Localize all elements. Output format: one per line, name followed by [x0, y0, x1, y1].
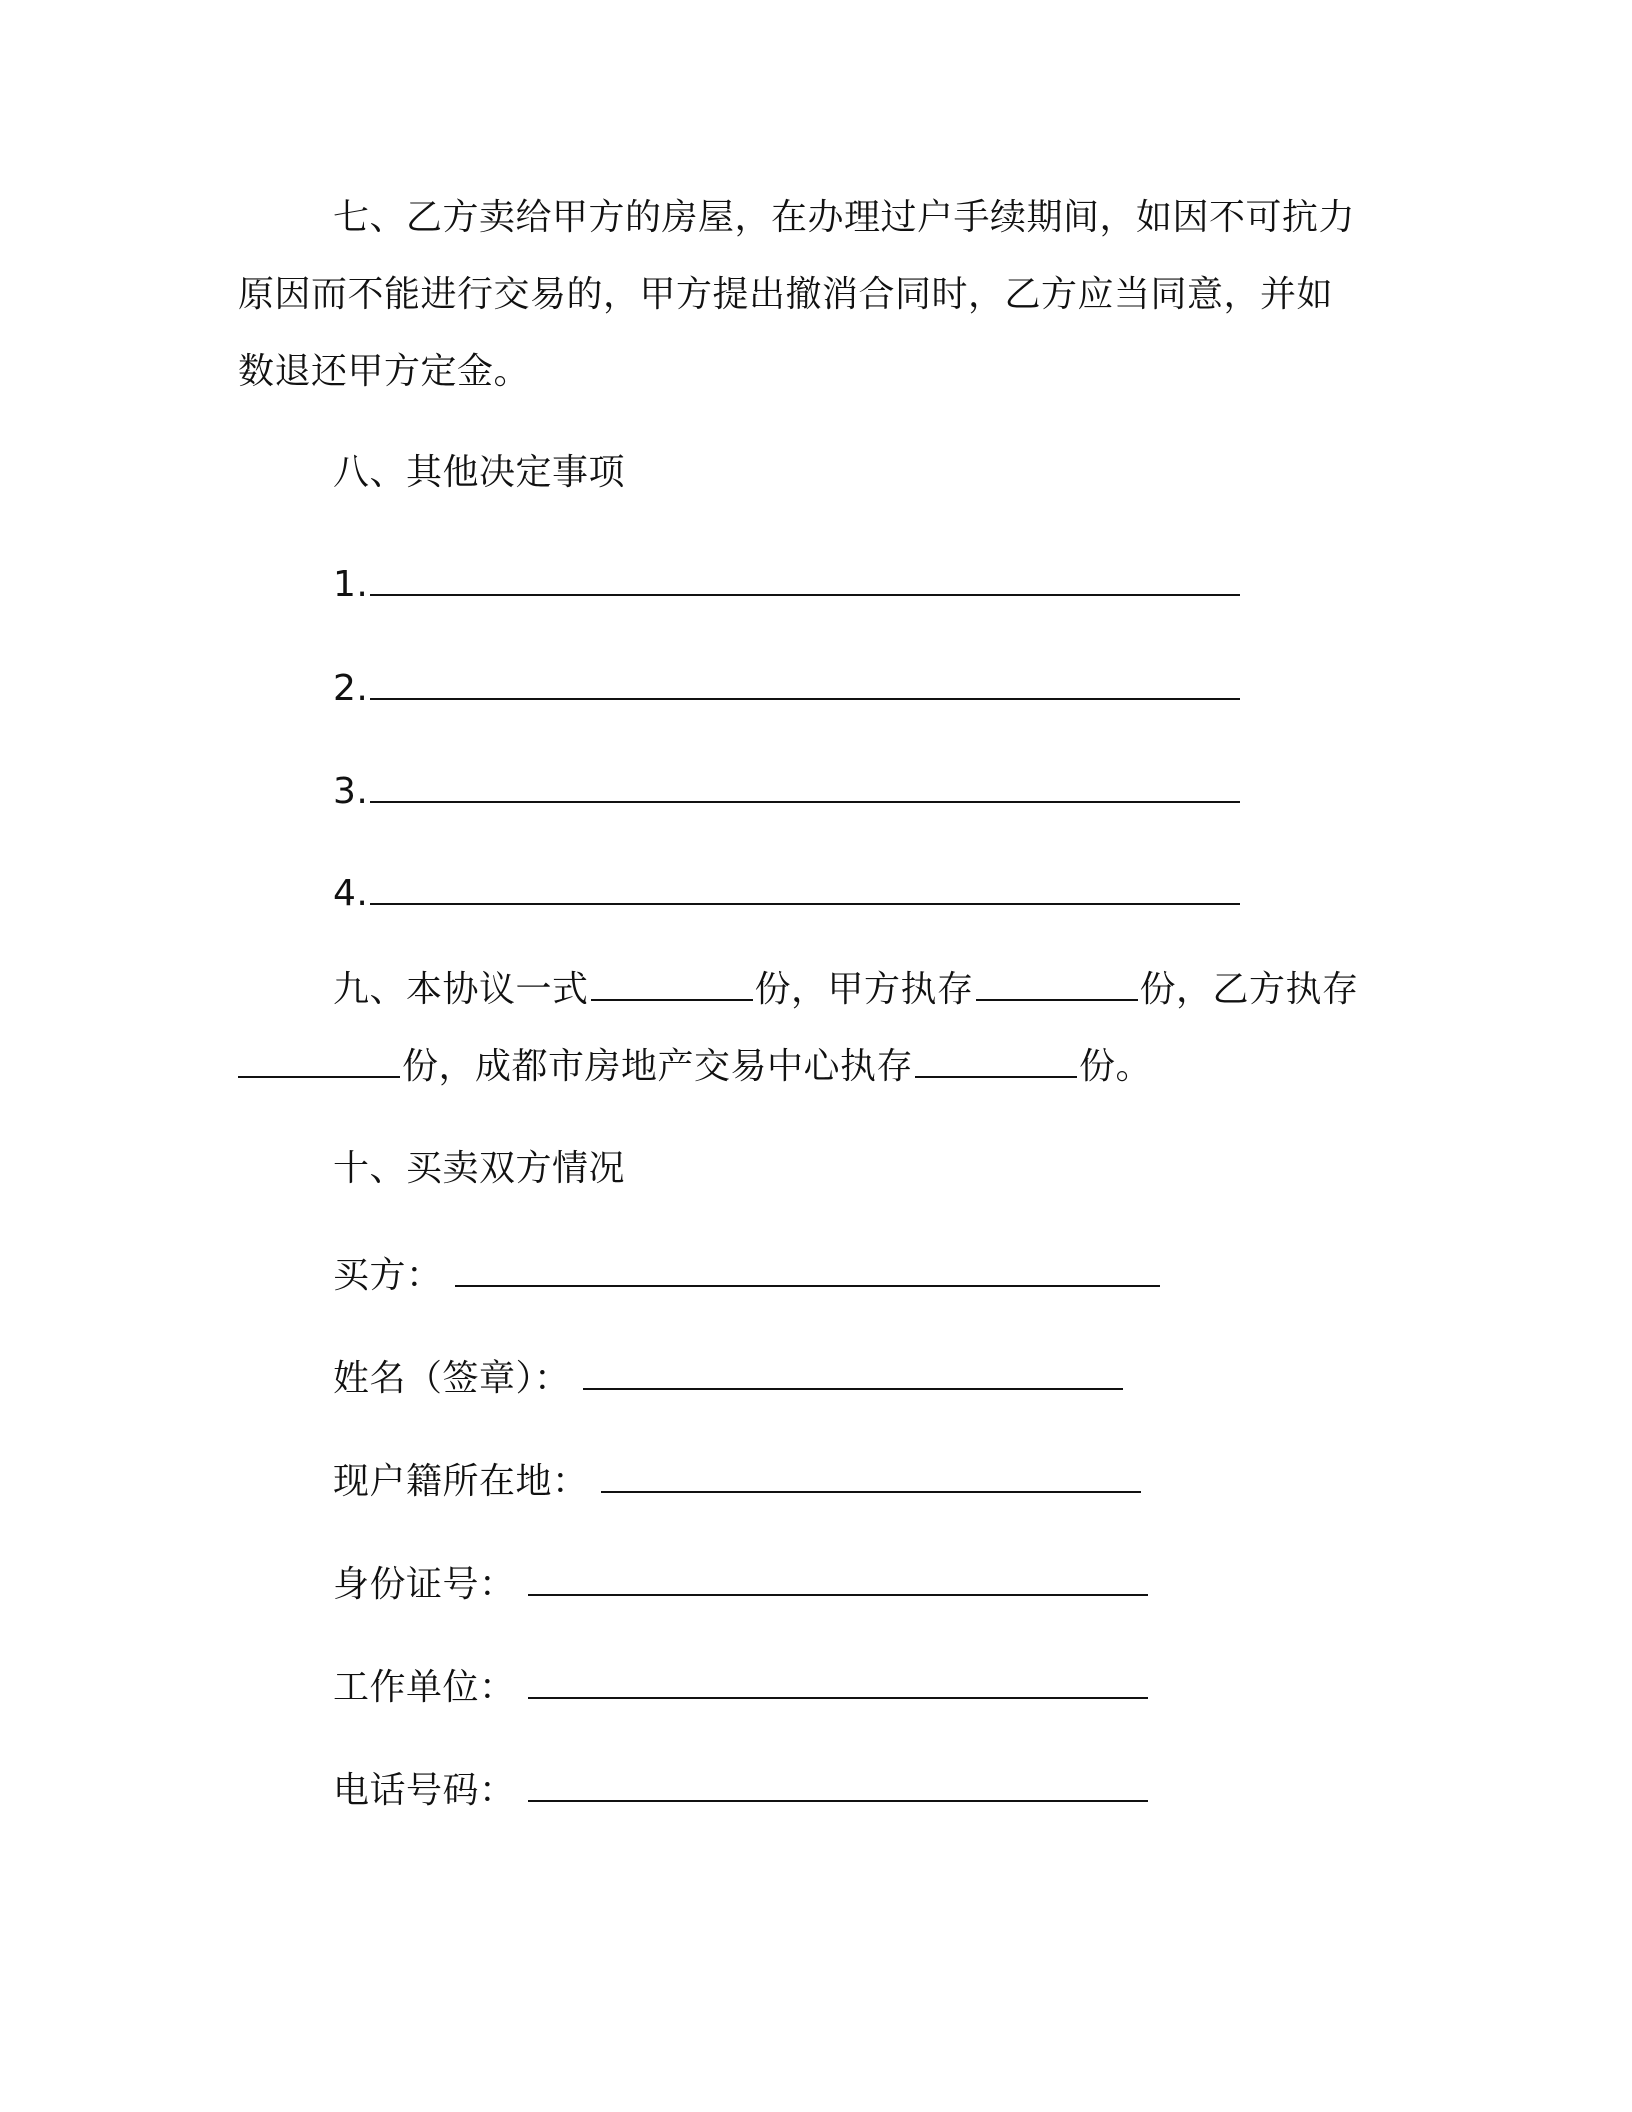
buyer-blank[interactable]: [455, 1251, 1160, 1287]
clause8-item-3: [333, 767, 1242, 816]
name-seal-label: 姓名（签章）：: [333, 1358, 571, 1399]
item-number: 1.: [333, 564, 369, 605]
employer-field: [333, 1663, 1150, 1712]
id-number-label: 身份证号：: [333, 1564, 516, 1605]
phone-field: [333, 1766, 1150, 1815]
employer-label: 工作单位：: [333, 1667, 516, 1708]
clause7-line1: 七、乙方卖给甲方的房屋，在办理过户手续期间，如因不可抗力: [333, 197, 1356, 238]
clause9-part4: 份，成都市房地产交易中心执存: [402, 1046, 914, 1087]
item-number: 2.: [333, 668, 369, 709]
copies-party-b-blank[interactable]: [238, 1042, 400, 1078]
blank-line[interactable]: [370, 869, 1240, 905]
name-seal-blank[interactable]: [583, 1354, 1123, 1390]
household-field: [333, 1457, 1143, 1506]
clause8-item-1: [333, 560, 1242, 609]
employer-blank[interactable]: [528, 1663, 1148, 1699]
clause8-heading: 八、其他决定事项: [333, 452, 626, 493]
clause8-item-2: [333, 664, 1242, 713]
copies-party-a-blank[interactable]: [976, 965, 1138, 1001]
id-number-blank[interactable]: [528, 1560, 1148, 1596]
buyer-label: 买方：: [333, 1255, 443, 1296]
id-number-field: [333, 1560, 1150, 1609]
blank-line[interactable]: [370, 560, 1240, 596]
clause9-part1: 九、本协议一式: [333, 969, 589, 1010]
copies-total-blank[interactable]: [591, 965, 753, 1001]
name-seal-field: [333, 1354, 1125, 1403]
phone-label: 电话号码：: [333, 1770, 516, 1811]
household-label: 现户籍所在地：: [333, 1461, 589, 1502]
clause8-item-4: [333, 869, 1242, 918]
copies-center-blank[interactable]: [915, 1042, 1077, 1078]
clause9-line2: [238, 1042, 1152, 1091]
clause9-line1: [333, 965, 1359, 1014]
phone-blank[interactable]: [528, 1766, 1148, 1802]
item-number: 4.: [333, 873, 369, 914]
clause9-part5: 份。: [1079, 1046, 1153, 1087]
clause7-line2: 原因而不能进行交易的，甲方提出撤消合同时，乙方应当同意，并如: [238, 274, 1334, 315]
buyer-field: [333, 1251, 1162, 1300]
clause7-line3: 数退还甲方定金。: [238, 351, 531, 392]
clause10-heading: 十、买卖双方情况: [333, 1148, 626, 1189]
item-number: 3.: [333, 771, 369, 812]
household-blank[interactable]: [601, 1457, 1141, 1493]
blank-line[interactable]: [370, 664, 1240, 700]
blank-line[interactable]: [370, 767, 1240, 803]
clause9-part2: 份，甲方执存: [754, 969, 974, 1010]
clause9-part3: 份，乙方执存: [1139, 969, 1359, 1010]
